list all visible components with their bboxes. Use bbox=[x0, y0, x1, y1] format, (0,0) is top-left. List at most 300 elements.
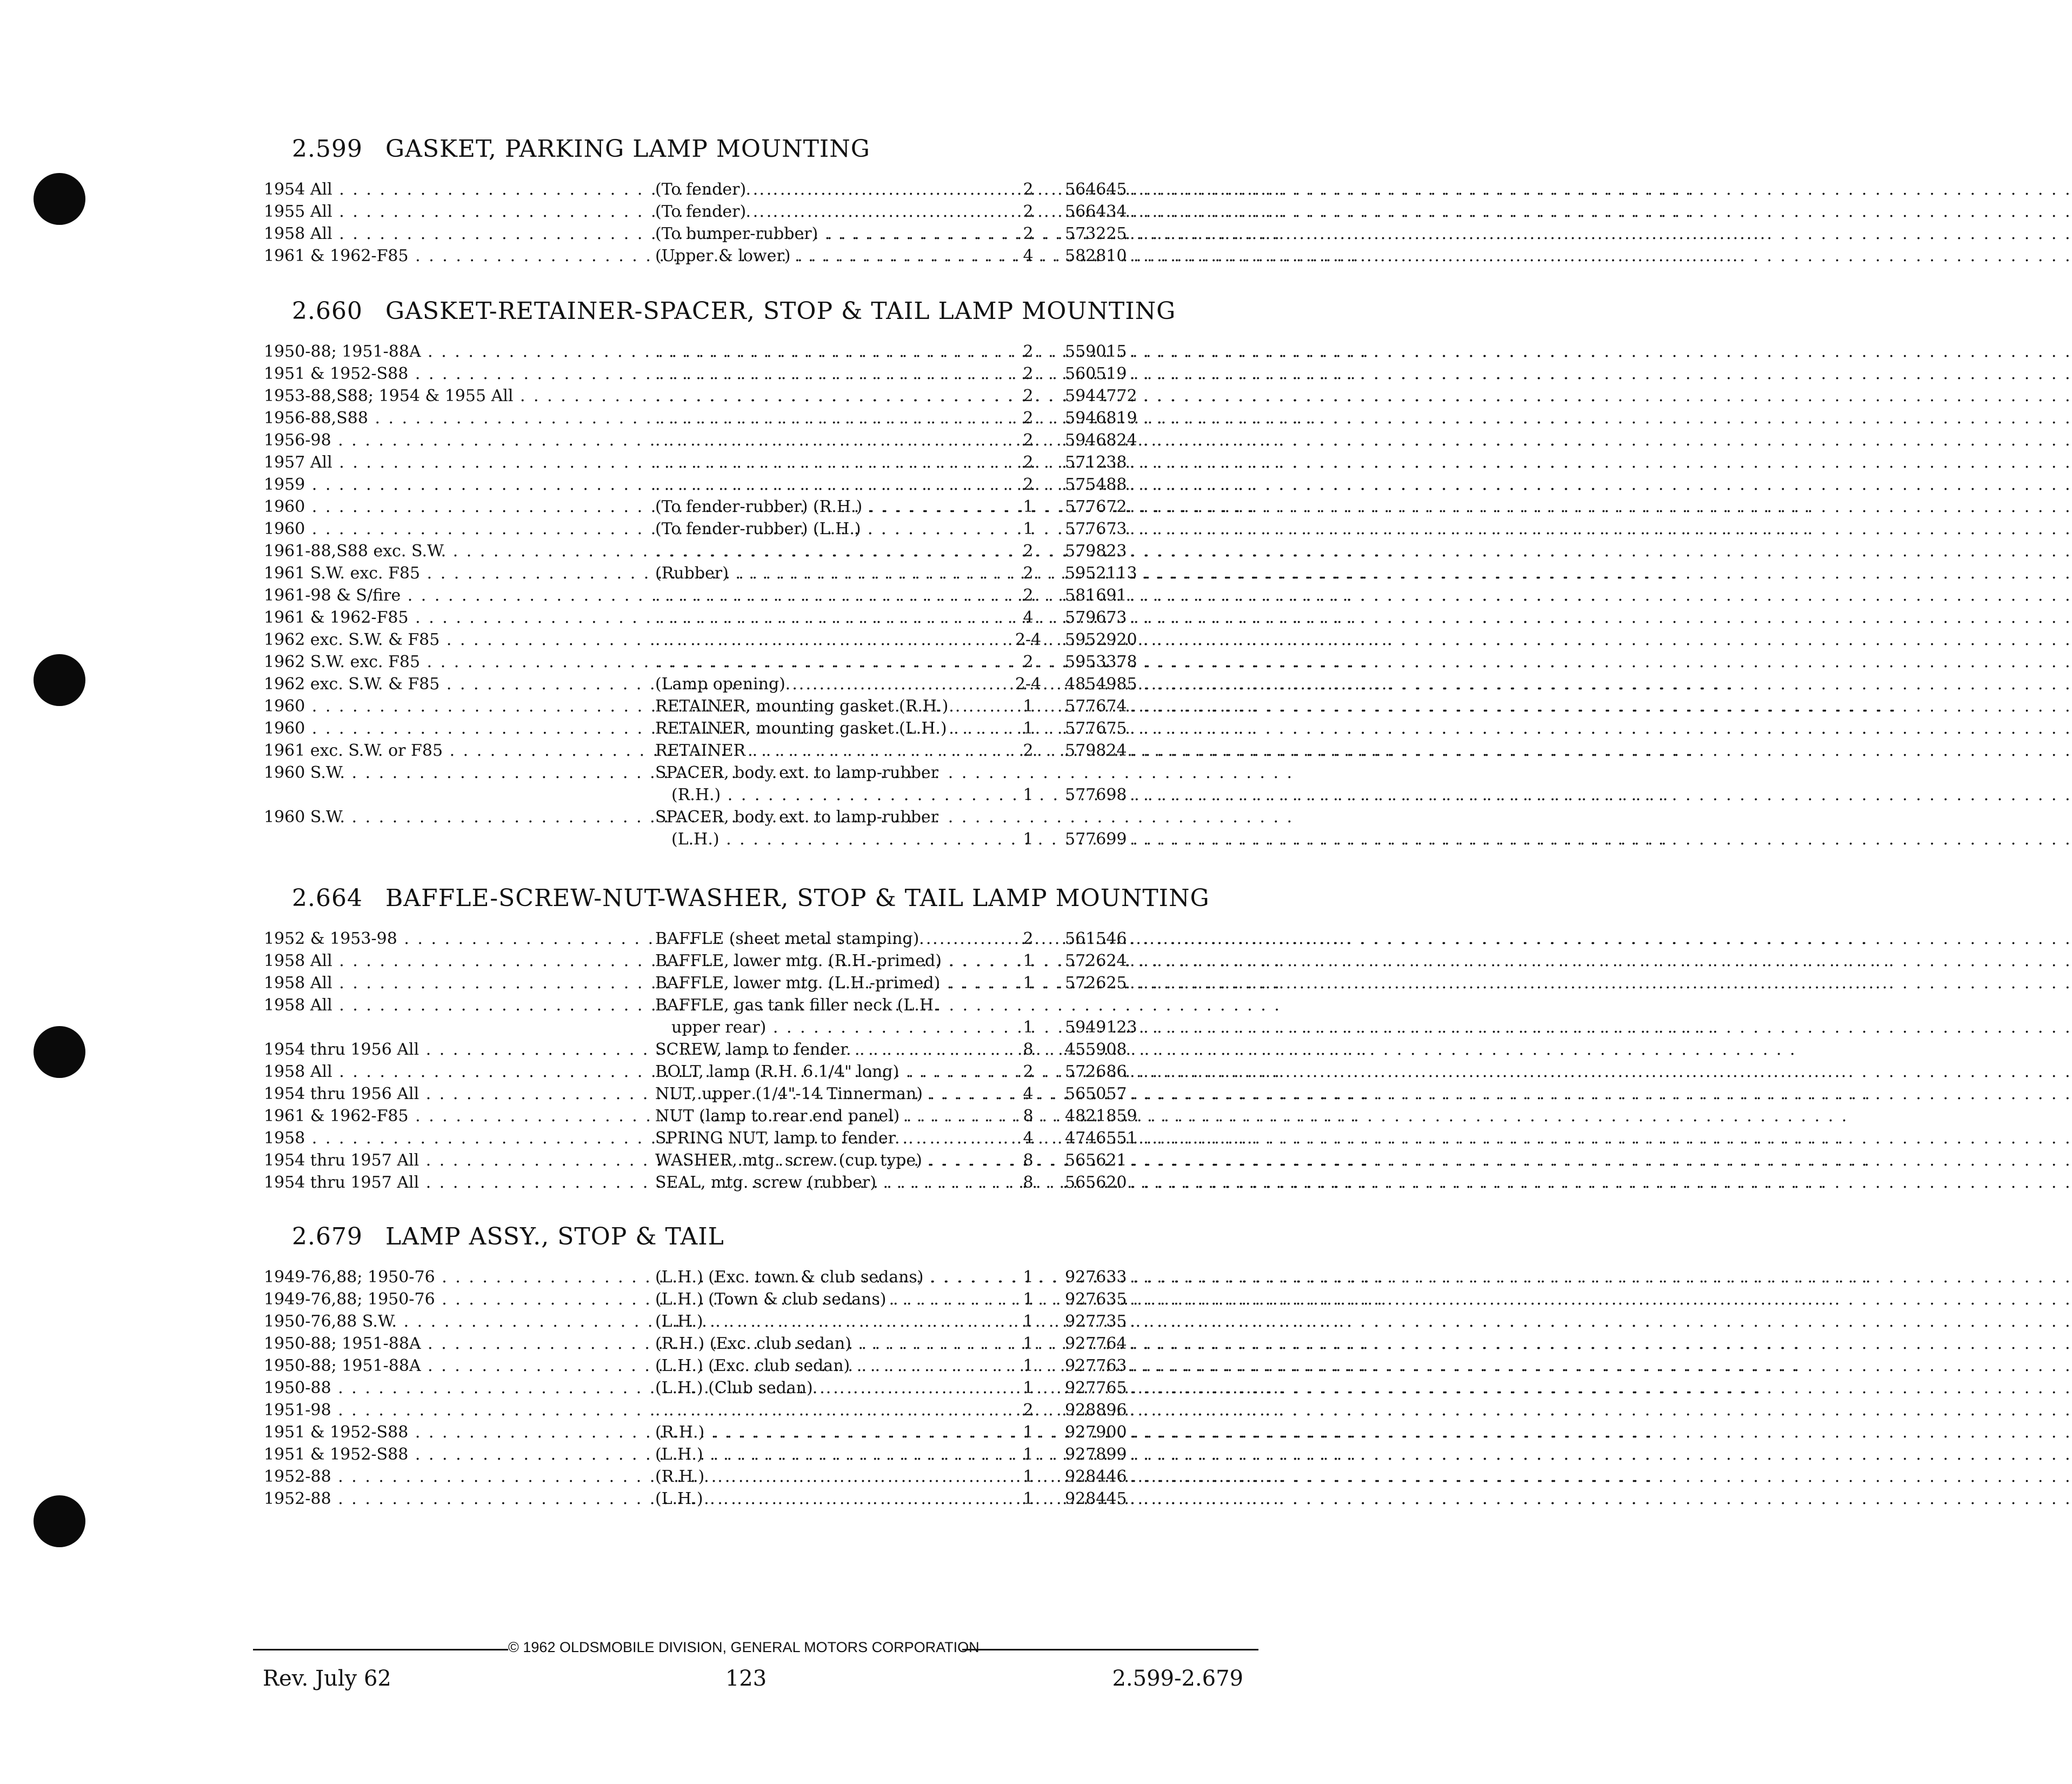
model-text: 1960 bbox=[264, 520, 305, 538]
description-text: NUT, upper (1/4"-14 Tinnerman) bbox=[655, 1084, 923, 1103]
table-row bbox=[0, 245, 1378, 267]
table-row bbox=[0, 1421, 1378, 1443]
table-row bbox=[0, 201, 1378, 223]
table-row bbox=[0, 784, 1378, 806]
description-cell bbox=[655, 740, 1001, 762]
description-cell bbox=[655, 1039, 1001, 1061]
model-cell bbox=[264, 1149, 633, 1171]
table-row bbox=[0, 673, 1378, 695]
model-text: 1960 bbox=[264, 497, 305, 516]
model-cell bbox=[264, 562, 633, 584]
description-text: (L.H.) (Exc. club sedan) bbox=[655, 1356, 850, 1375]
quantity-cell: 1 bbox=[1023, 1290, 1034, 1309]
part-number-cell: 575488 bbox=[1065, 475, 1127, 494]
part-number-cell: 927899 bbox=[1065, 1445, 1127, 1464]
quantity-cell: 1 bbox=[1023, 951, 1034, 970]
section-number: 2.664 bbox=[292, 884, 363, 912]
description-cell bbox=[655, 407, 1001, 429]
table-row bbox=[0, 451, 1378, 474]
table-row bbox=[0, 1333, 1378, 1355]
parts-table bbox=[0, 341, 1378, 850]
part-number-cell: 927765 bbox=[1065, 1379, 1127, 1397]
table-row bbox=[0, 1127, 1378, 1149]
table-row bbox=[0, 1171, 1378, 1194]
description-cell bbox=[655, 562, 1001, 584]
quantity-cell: 1 bbox=[1023, 697, 1034, 716]
quantity-cell: 2 bbox=[1023, 586, 1034, 605]
table-row bbox=[0, 474, 1378, 496]
quantity-cell: 2 bbox=[1023, 475, 1034, 494]
description-text: (R.H.) bbox=[655, 1423, 705, 1442]
description-cell bbox=[655, 385, 1001, 407]
model-cell bbox=[264, 1083, 633, 1105]
part-number-cell: 577698 bbox=[1065, 786, 1127, 804]
model-text: 1951 & 1952-S88 bbox=[264, 364, 409, 383]
reference-cell bbox=[1130, 1127, 1260, 1149]
description-cell bbox=[655, 1083, 1001, 1105]
part-number-cell: 5952113 bbox=[1065, 564, 1137, 583]
description-text: (Rubber) bbox=[655, 564, 729, 583]
reference-cell bbox=[1130, 1488, 1260, 1510]
part-number-cell: 5952920 bbox=[1065, 630, 1137, 649]
description-text: WASHER, mtg. screw (cup type) bbox=[655, 1151, 922, 1170]
part-number-cell: 577673 bbox=[1065, 520, 1127, 538]
part-number-cell: 928445 bbox=[1065, 1489, 1127, 1508]
description-cell bbox=[655, 1266, 1001, 1288]
model-text: 1952 & 1953-98 bbox=[264, 929, 397, 948]
model-cell bbox=[264, 518, 633, 540]
model-text: 1949-76,88; 1950-76 bbox=[264, 1290, 435, 1309]
table-row bbox=[0, 1039, 1378, 1061]
quantity-cell: 4 bbox=[1023, 247, 1034, 265]
model-cell bbox=[264, 928, 633, 950]
model-text: 1956-98 bbox=[264, 431, 331, 450]
model-text: 1951 & 1952-S88 bbox=[264, 1423, 409, 1442]
model-text: 1952-88 bbox=[264, 1467, 331, 1486]
reference-cell bbox=[1130, 651, 1260, 673]
model-cell bbox=[264, 1355, 633, 1377]
description-text: (To bumper-rubber) bbox=[655, 224, 818, 243]
description-cell bbox=[655, 607, 1001, 629]
model-text: 1950-76,88 S.W. bbox=[264, 1312, 397, 1331]
model-text: 1961-88,S88 exc. S.W. bbox=[264, 542, 447, 561]
model-cell bbox=[264, 245, 633, 267]
reference-cell bbox=[1130, 518, 1260, 540]
model-text: 1961 S.W. exc. F85 bbox=[264, 564, 421, 583]
part-number-cell: 5944772 bbox=[1065, 387, 1137, 405]
quantity-cell: 1 bbox=[1023, 974, 1034, 993]
part-number-cell: 572686 bbox=[1065, 1062, 1127, 1081]
table-row bbox=[0, 407, 1378, 429]
description-cell bbox=[655, 201, 1001, 223]
model-cell bbox=[264, 1377, 633, 1399]
model-text: 1958 All bbox=[264, 951, 332, 970]
footer-revision: Rev. July 62 bbox=[263, 1666, 391, 1691]
description-text: (L.H.) bbox=[655, 1312, 703, 1331]
reference-cell bbox=[1130, 474, 1260, 496]
table-row bbox=[0, 1083, 1378, 1105]
model-cell bbox=[264, 201, 633, 223]
table-row bbox=[0, 1488, 1378, 1510]
model-cell bbox=[264, 651, 633, 673]
model-cell bbox=[264, 740, 633, 762]
model-cell bbox=[264, 223, 633, 245]
model-text: 1961 & 1962-F85 bbox=[264, 1107, 409, 1126]
description-text: (L.H.) (Town & club sedans) bbox=[655, 1290, 887, 1309]
table-row bbox=[0, 518, 1378, 540]
section-heading bbox=[292, 884, 1210, 912]
model-text: 1958 All bbox=[264, 224, 332, 243]
quantity-cell: 2 bbox=[1023, 387, 1034, 405]
description-text: (R.H.) (Exc. club sedan) bbox=[655, 1334, 851, 1353]
part-number-cell: 927900 bbox=[1065, 1423, 1127, 1442]
model-cell bbox=[264, 1488, 633, 1510]
description-cell bbox=[655, 363, 1001, 385]
quantity-cell: 4 bbox=[1023, 1129, 1034, 1148]
model-text: 1962 exc. S.W. & F85 bbox=[264, 675, 440, 694]
description-cell bbox=[671, 784, 1017, 806]
reference-cell bbox=[1130, 363, 1260, 385]
part-number-cell: 4854985 bbox=[1065, 675, 1137, 694]
description-text: BOLT, lamp (R.H. 6 1/4" long) bbox=[655, 1062, 900, 1081]
quantity-cell: 1 bbox=[1023, 497, 1034, 516]
section-title: GASKET-RETAINER-SPACER, STOP & TAIL LAMP MOUNTING bbox=[385, 297, 1176, 325]
quantity-cell: 2 bbox=[1023, 542, 1034, 561]
quantity-cell: 2 bbox=[1023, 453, 1034, 472]
part-number-cell: 577672 bbox=[1065, 497, 1127, 516]
reference-cell bbox=[1130, 695, 1260, 717]
part-number-cell: 455908 bbox=[1065, 1040, 1127, 1059]
description-text: BAFFLE, lower mtg. (L.H.-primed) bbox=[655, 974, 941, 993]
table-row bbox=[0, 223, 1378, 245]
part-number-cell: 927764 bbox=[1065, 1334, 1127, 1353]
table-row bbox=[0, 950, 1378, 972]
description-cell bbox=[655, 651, 1001, 673]
description-cell bbox=[655, 1333, 1001, 1355]
quantity-cell: 1 bbox=[1023, 1268, 1034, 1287]
model-cell bbox=[264, 451, 633, 474]
table-row bbox=[0, 994, 1378, 1016]
reference-cell bbox=[1130, 385, 1260, 407]
description-text: BAFFLE, gas tank filler neck (L.H. bbox=[655, 996, 939, 1015]
reference-cell bbox=[1130, 341, 1260, 363]
description-cell bbox=[655, 429, 1001, 451]
description-text: SPACER, body ext. to lamp-rubber bbox=[655, 808, 939, 827]
description-text: (To fender-rubber) (L.H.) bbox=[655, 520, 861, 538]
description-cell bbox=[655, 1061, 1001, 1083]
quantity-cell: 2 bbox=[1023, 929, 1034, 948]
model-cell bbox=[264, 717, 633, 740]
table-row bbox=[0, 429, 1378, 451]
table-row bbox=[0, 363, 1378, 385]
quantity-cell: 2 bbox=[1023, 180, 1034, 199]
part-number-cell: 928446 bbox=[1065, 1467, 1127, 1486]
description-cell bbox=[655, 1310, 1001, 1333]
model-text: 1950-88; 1951-88A bbox=[264, 342, 421, 361]
table-row bbox=[0, 496, 1378, 518]
part-number-cell: 927633 bbox=[1065, 1268, 1127, 1287]
description-cell bbox=[655, 1149, 1001, 1171]
model-text: 1962 S.W. exc. F85 bbox=[264, 653, 421, 671]
model-cell bbox=[264, 363, 633, 385]
section-number: 2.679 bbox=[292, 1223, 363, 1250]
quantity-cell: 2 bbox=[1023, 653, 1034, 671]
description-text: (L.H.) (Exc. town & club sedans) bbox=[655, 1268, 924, 1287]
reference-cell bbox=[1130, 178, 1260, 201]
table-row bbox=[0, 828, 1378, 850]
reference-cell bbox=[1130, 584, 1260, 607]
part-number-cell: 4821859 bbox=[1065, 1107, 1137, 1126]
description-cell bbox=[655, 972, 1001, 994]
quantity-cell: 1 bbox=[1023, 1018, 1034, 1037]
part-number-cell: 565620 bbox=[1065, 1173, 1127, 1192]
table-row bbox=[0, 1443, 1378, 1466]
description-cell bbox=[655, 584, 1001, 607]
table-row bbox=[0, 540, 1378, 562]
reference-cell bbox=[1130, 496, 1260, 518]
model-text: 1954 thru 1957 All bbox=[264, 1173, 419, 1192]
description-cell bbox=[655, 950, 1001, 972]
model-cell bbox=[264, 496, 633, 518]
description-cell bbox=[655, 1466, 1001, 1488]
table-row bbox=[0, 695, 1378, 717]
model-text: 1958 bbox=[264, 1129, 305, 1148]
model-text: 1956-88,S88 bbox=[264, 409, 368, 428]
description-text: (L.H.) bbox=[655, 1489, 703, 1508]
table-row bbox=[0, 629, 1378, 651]
quantity-cell: 1 bbox=[1023, 719, 1034, 738]
description-cell bbox=[655, 178, 1001, 201]
model-text: 1955 All bbox=[264, 202, 332, 221]
reference-cell bbox=[1130, 1377, 1260, 1399]
reference-cell bbox=[1130, 1171, 1260, 1194]
description-cell bbox=[655, 629, 1001, 651]
model-text: 1959 bbox=[264, 475, 305, 494]
part-number-cell: 5949123 bbox=[1065, 1018, 1137, 1037]
quantity-cell: 1 bbox=[1023, 1489, 1034, 1508]
table-row bbox=[0, 1466, 1378, 1488]
table-row bbox=[0, 178, 1378, 201]
footer-copyright: © 1962 OLDSMOBILE DIVISION, GENERAL MOTORS CORPORATION bbox=[508, 1639, 980, 1655]
part-number-cell: 581691 bbox=[1065, 586, 1127, 605]
footer-page-number: 123 bbox=[725, 1666, 767, 1691]
reference-cell bbox=[1130, 223, 1260, 245]
part-number-cell: 565621 bbox=[1065, 1151, 1127, 1170]
model-cell bbox=[264, 806, 633, 828]
model-cell bbox=[264, 1466, 633, 1488]
model-cell bbox=[264, 1039, 633, 1061]
reference-cell bbox=[1130, 1083, 1260, 1105]
description-cell bbox=[655, 223, 1001, 245]
table-row bbox=[0, 1266, 1378, 1288]
model-text: 1961 exc. S.W. or F85 bbox=[264, 741, 443, 760]
model-text: 1957 All bbox=[264, 453, 332, 472]
description-cell bbox=[671, 828, 1017, 850]
part-number-cell: 5946824 bbox=[1065, 431, 1137, 450]
reference-cell bbox=[1130, 1443, 1260, 1466]
model-text: 1958 All bbox=[264, 1062, 332, 1081]
table-row bbox=[0, 1310, 1378, 1333]
quantity-cell: 2 bbox=[1023, 431, 1034, 450]
reference-cell bbox=[1130, 1266, 1260, 1288]
table-row bbox=[0, 1016, 1378, 1039]
section-title: BAFFLE-SCREW-NUT-WASHER, STOP & TAIL LAMP MOUNTING bbox=[385, 884, 1210, 912]
part-number-cell: 561546 bbox=[1065, 929, 1127, 948]
table-row bbox=[0, 607, 1378, 629]
quantity-cell: 8 bbox=[1023, 1107, 1034, 1126]
reference-cell bbox=[1130, 1310, 1260, 1333]
part-number-cell: 573225 bbox=[1065, 224, 1127, 243]
model-cell bbox=[264, 584, 633, 607]
table-row bbox=[0, 1061, 1378, 1083]
description-text: (L.H.) (Club sedan) bbox=[655, 1379, 813, 1397]
quantity-cell: 4 bbox=[1023, 1084, 1034, 1103]
table-row bbox=[0, 1377, 1378, 1399]
reference-cell bbox=[1130, 245, 1260, 267]
description-cell bbox=[655, 1171, 1001, 1194]
description-text: (L.H.) bbox=[671, 830, 719, 849]
description-text: RETAINER bbox=[655, 741, 746, 760]
table-row bbox=[0, 762, 1378, 784]
model-text: 1961 & 1962-F85 bbox=[264, 247, 409, 265]
part-number-cell: 582810 bbox=[1065, 247, 1127, 265]
description-cell bbox=[655, 806, 1001, 828]
description-cell bbox=[655, 245, 1001, 267]
model-text: 1954 All bbox=[264, 180, 332, 199]
description-text: (To fender) bbox=[655, 202, 747, 221]
model-cell bbox=[264, 1266, 633, 1288]
part-number-cell: 577674 bbox=[1065, 697, 1127, 716]
table-row bbox=[0, 1288, 1378, 1310]
table-row bbox=[0, 562, 1378, 584]
model-cell bbox=[264, 1105, 633, 1127]
model-text: 1960 bbox=[264, 719, 305, 738]
part-number-cell: 4746551 bbox=[1065, 1129, 1137, 1148]
quantity-cell: 8 bbox=[1023, 1173, 1034, 1192]
description-text: BAFFLE, lower mtg. (R.H.-primed) bbox=[655, 951, 942, 970]
part-number-cell: 927763 bbox=[1065, 1356, 1127, 1375]
description-cell bbox=[655, 496, 1001, 518]
description-text: SEAL, mtg. screw (rubber) bbox=[655, 1173, 876, 1192]
parts-table bbox=[0, 928, 1378, 1194]
model-cell bbox=[264, 994, 633, 1016]
model-text: 1962 exc. S.W. & F85 bbox=[264, 630, 440, 649]
description-cell bbox=[655, 1443, 1001, 1466]
description-cell bbox=[655, 474, 1001, 496]
quantity-cell: 2 bbox=[1023, 224, 1034, 243]
model-cell bbox=[264, 1399, 633, 1421]
description-text: (R.H.) bbox=[655, 1467, 705, 1486]
quantity-cell: 1 bbox=[1023, 1379, 1034, 1397]
description-cell bbox=[655, 994, 1001, 1016]
model-cell bbox=[264, 385, 633, 407]
section-heading bbox=[292, 135, 870, 163]
reference-cell bbox=[1130, 1149, 1260, 1171]
model-text: 1952-88 bbox=[264, 1489, 331, 1508]
description-cell bbox=[655, 1288, 1001, 1310]
description-cell bbox=[655, 1377, 1001, 1399]
parts-table bbox=[0, 1266, 1378, 1510]
quantity-cell: 2 bbox=[1023, 364, 1034, 383]
description-text: (R.H.) bbox=[671, 786, 721, 804]
table-row bbox=[0, 806, 1378, 828]
section-heading bbox=[292, 297, 1176, 325]
table-row bbox=[0, 584, 1378, 607]
model-cell bbox=[264, 1171, 633, 1194]
reference-cell bbox=[1130, 607, 1260, 629]
model-cell bbox=[264, 950, 633, 972]
description-cell bbox=[655, 673, 1001, 695]
description-text: (L.H.) bbox=[655, 1445, 703, 1464]
quantity-cell: 2 bbox=[1023, 409, 1034, 428]
section-title: LAMP ASSY., STOP & TAIL bbox=[385, 1223, 724, 1250]
description-cell bbox=[655, 1488, 1001, 1510]
description-cell bbox=[655, 1421, 1001, 1443]
model-cell bbox=[264, 673, 633, 695]
part-number-cell: 572624 bbox=[1065, 951, 1127, 970]
reference-cell bbox=[1130, 950, 1260, 972]
part-number-cell: 5953378 bbox=[1065, 653, 1137, 671]
part-number-cell: 565057 bbox=[1065, 1084, 1127, 1103]
quantity-cell: 4 bbox=[1023, 608, 1034, 627]
reference-cell bbox=[1130, 1061, 1260, 1083]
table-row bbox=[0, 1105, 1378, 1127]
quantity-cell: 2-4 bbox=[1015, 675, 1042, 694]
quantity-cell: 2 bbox=[1023, 202, 1034, 221]
table-row bbox=[0, 341, 1378, 363]
part-number-cell: 928896 bbox=[1065, 1401, 1127, 1420]
quantity-cell: 2 bbox=[1023, 1062, 1034, 1081]
reference-cell bbox=[1130, 451, 1260, 474]
reference-cell bbox=[1130, 629, 1260, 651]
quantity-cell: 1 bbox=[1023, 1356, 1034, 1375]
reference-cell bbox=[1130, 562, 1260, 584]
section-title: GASKET, PARKING LAMP MOUNTING bbox=[385, 135, 870, 163]
model-cell bbox=[264, 178, 633, 201]
model-text: 1958 All bbox=[264, 974, 332, 993]
part-number-cell: 566434 bbox=[1065, 202, 1127, 221]
model-text: 1961 & 1962-F85 bbox=[264, 608, 409, 627]
table-row bbox=[0, 740, 1378, 762]
table-row bbox=[0, 717, 1378, 740]
model-cell bbox=[264, 429, 633, 451]
description-cell bbox=[655, 451, 1001, 474]
reference-cell bbox=[1130, 201, 1260, 223]
reference-cell bbox=[1130, 828, 1260, 850]
description-cell bbox=[655, 341, 1001, 363]
table-row bbox=[0, 928, 1378, 950]
quantity-cell: 2-4 bbox=[1015, 630, 1042, 649]
description-cell bbox=[655, 762, 1001, 784]
part-number-cell: 5946819 bbox=[1065, 409, 1137, 428]
quantity-cell: 2 bbox=[1023, 342, 1034, 361]
quantity-cell: 2 bbox=[1023, 741, 1034, 760]
model-cell bbox=[264, 540, 633, 562]
reference-cell bbox=[1130, 1355, 1260, 1377]
table-row bbox=[0, 651, 1378, 673]
description-cell bbox=[655, 1355, 1001, 1377]
reference-cell bbox=[1130, 1466, 1260, 1488]
model-text: 1960 S.W. bbox=[264, 763, 345, 782]
description-text: NUT (lamp to rear end panel) bbox=[655, 1107, 900, 1126]
part-number-cell: 579673 bbox=[1065, 608, 1127, 627]
model-cell bbox=[264, 1443, 633, 1466]
footer-section-range: 2.599-2.679 bbox=[1112, 1666, 1243, 1691]
model-cell bbox=[264, 407, 633, 429]
reference-cell bbox=[1130, 928, 1260, 950]
part-number-cell: 577699 bbox=[1065, 830, 1127, 849]
model-text: 1961-98 & S/fire bbox=[264, 586, 401, 605]
